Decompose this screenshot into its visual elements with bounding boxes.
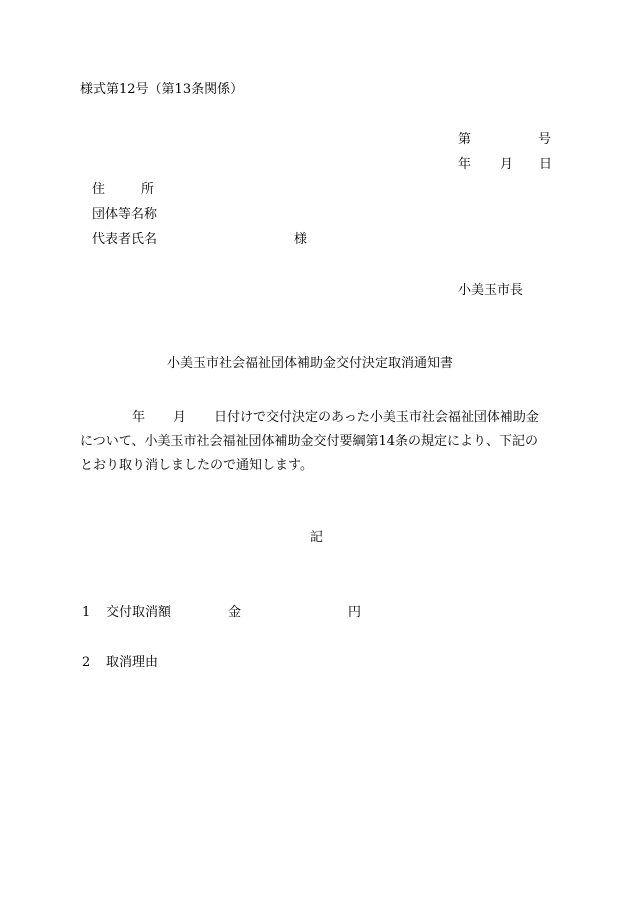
document-title: 小美玉市社会福祉団体補助金交付決定取消通知書 (167, 356, 454, 371)
date-month: 月 (500, 157, 514, 172)
address-label-part1: 住 (92, 182, 106, 197)
body-year: 年 (132, 410, 146, 425)
ki-heading: 記 (310, 530, 324, 545)
date-year: 年 (458, 157, 472, 172)
item-1-label: 交付取消額 (106, 605, 172, 620)
body-line-1: 日付けで交付決定のあった小美玉市社会福祉団体補助金 (214, 410, 539, 425)
item-1-en: 円 (348, 605, 362, 620)
item-2-number: 2 (82, 655, 91, 670)
document-number-prefix: 第 (458, 132, 472, 147)
date-day: 日 (539, 157, 553, 172)
form-number: 様式第12号（第13条関係） (80, 82, 244, 97)
honorific-sama: 様 (294, 232, 308, 247)
document-number-suffix: 号 (538, 132, 552, 147)
issuer-mayor: 小美玉市長 (458, 283, 524, 298)
item-1-kin: 金 (228, 605, 242, 620)
address-label-part2: 所 (141, 182, 155, 197)
representative-name-label: 代表者氏名 (92, 232, 158, 247)
item-2-label: 取消理由 (106, 655, 159, 670)
item-1-number: 1 (82, 605, 91, 620)
body-line-3: とおり取り消しましたので通知します。 (80, 458, 313, 473)
body-line-2: について、小美玉市社会福祉団体補助金交付要綱第14条の規定により、下記の (80, 434, 539, 449)
organization-name-label: 団体等名称 (92, 207, 158, 222)
body-month: 月 (173, 410, 187, 425)
